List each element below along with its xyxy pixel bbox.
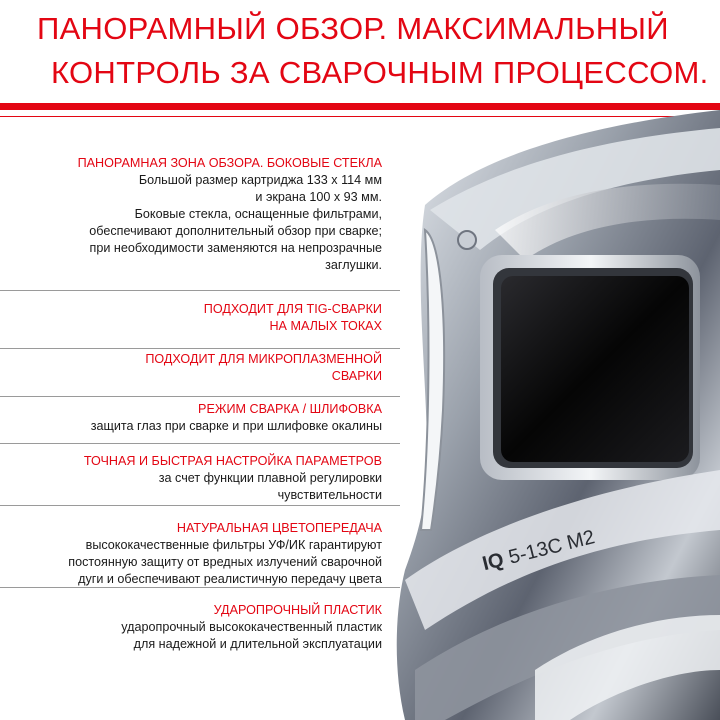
header-red-bar	[0, 103, 720, 110]
feature-title-line: НА МАЛЫХ ТОКАХ	[269, 319, 382, 333]
feature-title	[0, 602, 382, 619]
feature-description-line: ударопрочный высококачественный пластик	[121, 620, 382, 634]
feature-description-line: и экрана 100 х 93 мм.	[255, 190, 382, 204]
feature-separator	[0, 396, 400, 397]
feature-item	[0, 520, 400, 588]
headline-line-1: ПАНОРАМНЫЙ ОБЗОР. МАКСИМАЛЬНЫЙ	[37, 11, 669, 46]
feature-item	[0, 453, 400, 504]
feature-title	[0, 351, 382, 385]
feature-title	[0, 453, 382, 470]
feature-description	[0, 619, 382, 653]
feature-title-line: ТОЧНАЯ И БЫСТРАЯ НАСТРОЙКА ПАРАМЕТРОВ	[83, 454, 382, 468]
feature-item	[0, 401, 400, 435]
feature-description-line: для надежной и длительной эксплуатации	[133, 637, 382, 651]
feature-description-line: защита глаз при сварке и при шлифовке окалины	[90, 419, 382, 433]
feature-description-line: обеспечивают дополнительный обзор при сварке;	[89, 224, 382, 238]
feature-description-line: Боковые стекла, оснащенные фильтрами,	[134, 207, 382, 221]
feature-separator	[0, 505, 400, 506]
feature-title	[0, 520, 382, 537]
feature-item	[0, 602, 400, 653]
feature-separator	[0, 587, 400, 588]
feature-description-line: высококачественные фильтры УФ/ИК гарантируют	[85, 538, 382, 552]
feature-title-line: ПАНОРАМНАЯ ЗОНА ОБЗОРА. БОКОВЫЕ СТЕКЛА	[77, 156, 382, 170]
helmet-model-text: 5-13C M2	[506, 526, 597, 569]
feature-description-line: за счет функции плавной регулировки	[158, 471, 382, 485]
feature-description	[0, 470, 382, 504]
feature-separator	[0, 348, 400, 349]
feature-title-line: ПОДХОДИТ ДЛЯ МИКРОПЛАЗМЕННОЙ	[145, 352, 382, 366]
feature-description-line: дуги и обеспечивают реалистичную передачу цвета	[78, 572, 382, 586]
feature-item	[0, 351, 400, 385]
feature-description-line: чувствительности	[277, 488, 382, 502]
feature-description	[0, 537, 382, 588]
feature-title	[0, 301, 382, 335]
headline-line-2: КОНТРОЛЬ ЗА СВАРОЧНЫМ ПРОЦЕССОМ.	[51, 55, 709, 90]
feature-description-line: постоянную защиту от вредных излучений сварочной	[68, 555, 382, 569]
feature-title-line: ПОДХОДИТ ДЛЯ TIG-СВАРКИ	[203, 302, 382, 316]
feature-title-line: РЕЖИМ СВАРКА / ШЛИФОВКА	[198, 402, 382, 416]
feature-description-line: заглушки.	[325, 258, 382, 272]
feature-separator	[0, 443, 400, 444]
feature-description	[0, 418, 382, 435]
feature-separator	[0, 290, 400, 291]
feature-title	[0, 401, 382, 418]
feature-title-line: УДАРОПРОЧНЫЙ ПЛАСТИК	[213, 603, 382, 617]
feature-description	[0, 172, 382, 274]
headline	[0, 0, 720, 110]
welding-helmet-image	[385, 110, 720, 720]
feature-description-line: Большой размер картриджа 133 х 114 мм	[138, 173, 382, 187]
feature-item	[0, 301, 400, 335]
feature-title-line: СВАРКИ	[331, 369, 382, 383]
feature-title-line: НАТУРАЛЬНАЯ ЦВЕТОПЕРЕДАЧА	[176, 521, 382, 535]
feature-title	[0, 155, 382, 172]
feature-item	[0, 155, 400, 274]
helmet-logo-iq: IQ	[480, 548, 507, 576]
feature-description-line: при необходимости заменяются на непрозрачные	[89, 241, 382, 255]
